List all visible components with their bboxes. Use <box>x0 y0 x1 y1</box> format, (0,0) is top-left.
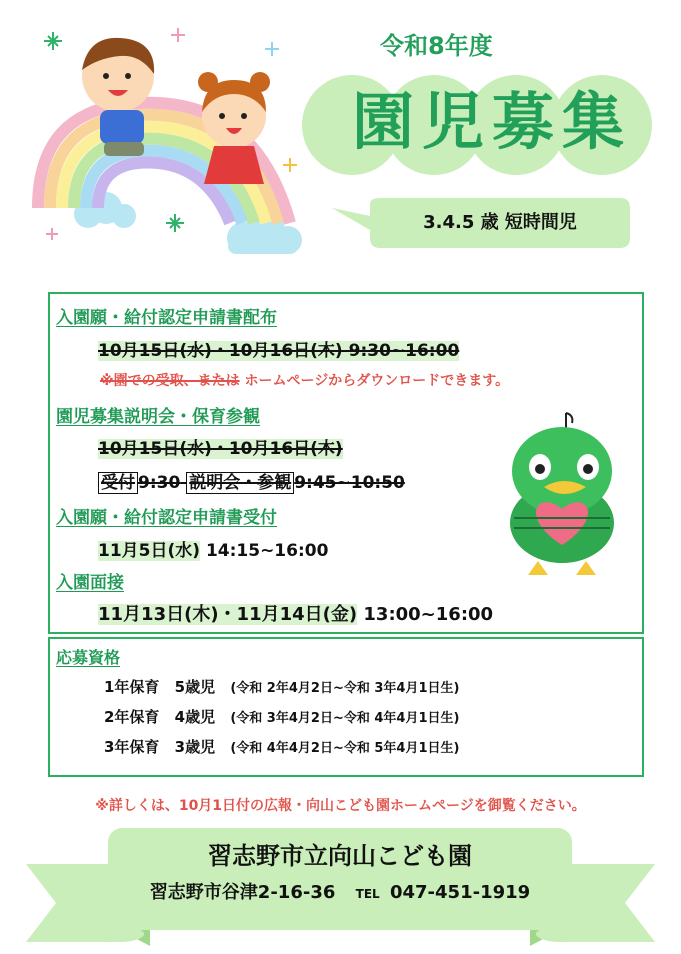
qualification-course: 3年保育 <box>104 738 160 756</box>
interview-date-time <box>98 600 493 626</box>
reception-label: 受付 <box>98 472 138 494</box>
briefing-times <box>98 468 405 493</box>
green-bird-mascot-illustration <box>498 405 628 580</box>
briefing-date <box>98 434 343 459</box>
distribution-note <box>100 370 509 390</box>
distribution-note-rest: ホームページからダウンロードできます。 <box>244 373 510 389</box>
qualification-row <box>104 706 459 727</box>
section-title-interview: 入園面接 <box>56 573 124 593</box>
school-name: 習志野市立向山こども園 <box>208 842 472 870</box>
distribution-note-struck: ※園での受取、または <box>100 373 240 389</box>
section-title-briefing: 園児募集説明会・保育参観 <box>56 407 260 427</box>
qualification-age: 5歳児 <box>174 678 216 696</box>
qualification-course: 2年保育 <box>104 708 160 726</box>
subtitle: 3.4.5 歳 短時間児 <box>423 212 577 233</box>
page-title: 園児募集 <box>351 85 632 158</box>
tel-label: TEL <box>355 887 380 901</box>
qualification-range: (令和 4年4月2日~令和 5年4月1日生) <box>230 741 460 756</box>
children-on-rainbow-illustration <box>28 18 318 268</box>
reception-time: 9:30 <box>138 473 181 493</box>
qualification-row <box>104 736 459 757</box>
school-contact <box>108 878 572 904</box>
qualification-range: (令和 3年4月2日~令和 4年4月1日生) <box>230 711 460 726</box>
distribution-date-time-text: 10月15日(水)・10月16日(木) 9:30~16:00 <box>98 341 460 361</box>
year-label: 令和8年度 <box>380 32 493 60</box>
section-title-submission: 入園願・給付認定申請書受付 <box>56 508 277 528</box>
qualification-range: (令和 2年4月2日~令和 3年4月1日生) <box>230 681 460 696</box>
qualification-age: 4歳児 <box>174 708 216 726</box>
tel-number: 047-451-1919 <box>389 882 531 903</box>
qualification-age: 3歳児 <box>174 738 216 756</box>
submission-date: 11月5日(水) <box>98 541 201 561</box>
interview-time: 13:00~16:00 <box>363 604 494 625</box>
distribution-date-time <box>98 336 459 361</box>
submission-time: 14:15~16:00 <box>205 541 329 561</box>
school-address: 習志野市谷津2-16-36 <box>149 882 336 903</box>
section-title-distribution: 入園願・給付認定申請書配布 <box>56 308 277 328</box>
briefing-date-text: 10月15日(水)・10月16日(木) <box>98 439 343 459</box>
qualifications-title: 応募資格 <box>56 648 121 667</box>
submission-date-time <box>98 536 328 561</box>
footer-note: ※詳しくは、10月1日付の広報・向山こども園ホームページを御覧ください。 <box>95 798 586 814</box>
interview-date: 11月13日(木)・11月14日(金) <box>98 604 358 625</box>
session-label: 説明会・参観 <box>186 472 294 494</box>
qualification-row <box>104 676 459 697</box>
session-time: 9:45~10:50 <box>294 473 405 493</box>
qualification-course: 1年保育 <box>104 678 160 696</box>
